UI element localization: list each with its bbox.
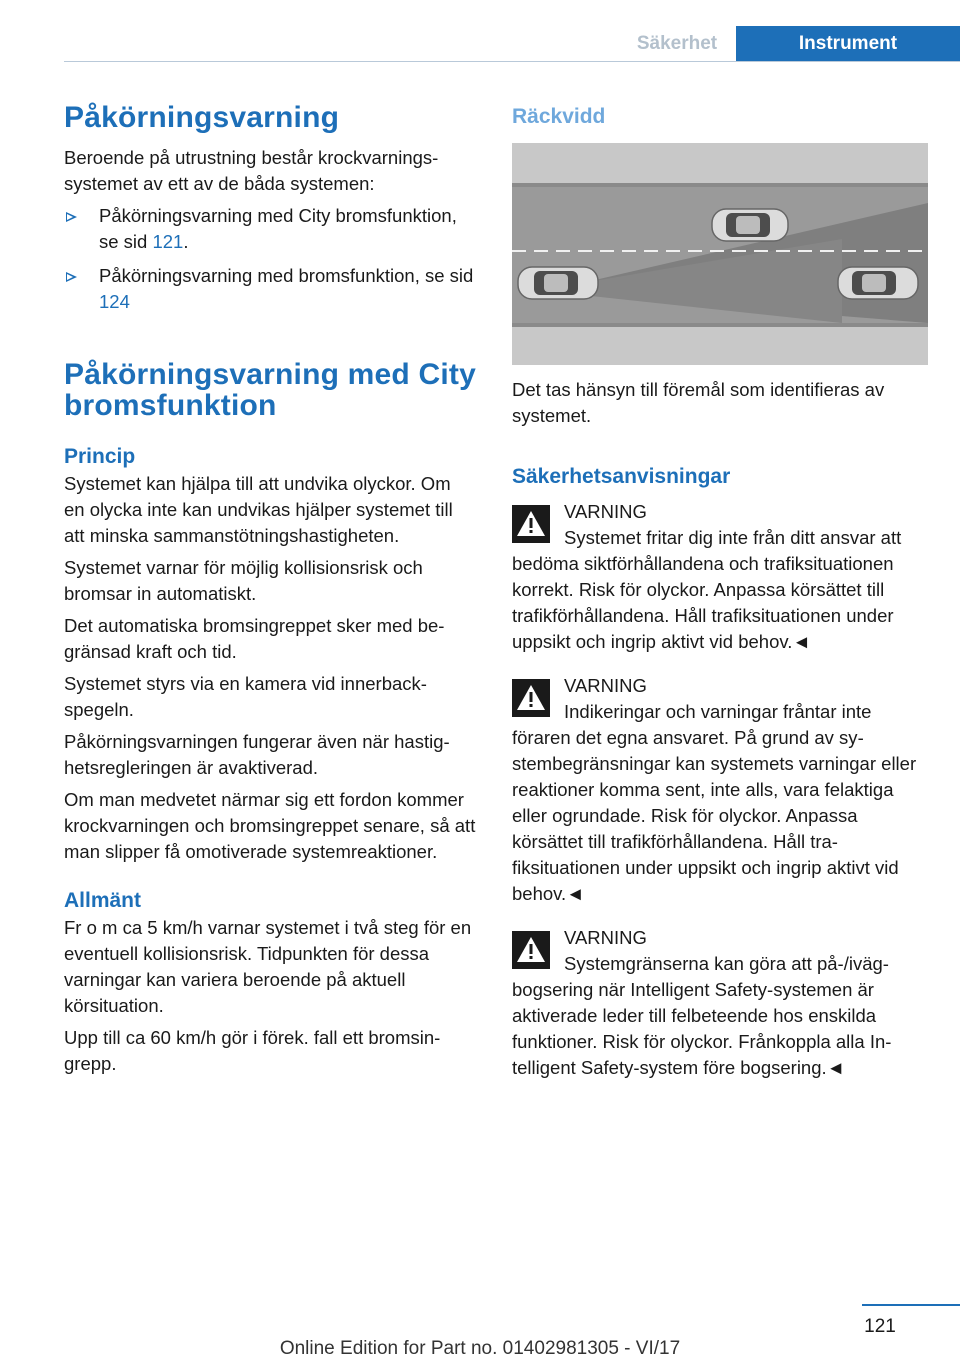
left-column: [64, 102, 476, 1077]
heading-collision-warning: Påkörningsvarning: [64, 101, 340, 134]
warning-text: Indikeringar och varningar fråntar inte föraren det egna ansvaret. På grund av systembegränsningar kan systemets varningar eller reaktioner komma sent, inte alls, vara felaktiga eller ogrundade. Risk för olyckor. Anpassa körsättet till trafikförhållandena. Håll trafiksituationen under uppsikt och ingrip aktivt vid behov.◄: [512, 701, 917, 904]
list-item-text: Påkörningsvarning med City bromsfunktion, se sid: [99, 205, 457, 252]
warning-triangle-icon: [512, 679, 550, 717]
general-paragraph: Fr o m ca 5 km/h varnar systemet i två steg för en eventuell kollisionsrisk. Tidpunkten för dessa varningar kan variera beroende på aktuell körsituation.: [64, 917, 472, 1016]
footer-divider: [862, 1304, 960, 1306]
principle-paragraph: Påkörningsvarningen fungerar även när hastighetsregleringen är avaktiverad.: [64, 731, 450, 778]
warning-triangle-icon: [512, 505, 550, 543]
triangle-bullet-icon: [66, 272, 77, 282]
list-item: [64, 263, 476, 315]
warning-title: VARNING: [564, 675, 647, 696]
intro-paragraph: Beroende på utrustning består krockvarningssystemet av ett av de båda systemen:: [64, 147, 439, 194]
warning-title: VARNING: [564, 501, 647, 522]
list-item-suffix: .: [183, 231, 189, 252]
edition-note: Online Edition for Part no. 01402981305 - VI/17: [279, 1338, 681, 1359]
car-own-left: [518, 267, 598, 299]
page-header: [0, 0, 960, 62]
heading-city-brake: Påkörningsvarning med City bromsfunktion: [64, 358, 476, 422]
principle-paragraph: Om man medvetet närmar sig ett fordon kommer krockvarningen och bromsingreppet senare, så att man slipper få omotiverade systemreaktioner.: [64, 789, 476, 862]
header-section-instrument[interactable]: Instrument: [736, 26, 960, 62]
warning-text: Systemgränserna kan göra att på-/ivägbogsering när Intelligent Safety-systemen är aktiverade leder till felbeteende hos enskilda funktioner. Risk för olyckor. Frånkoppla alla Intelligent Safety-system före bogsering.◄: [512, 953, 892, 1078]
warning-block: [512, 499, 928, 655]
figure-caption: Det tas hänsyn till föremål som identifieras av systemet.: [512, 379, 885, 426]
right-column: [512, 103, 928, 1081]
list-item: [64, 203, 476, 255]
principle-paragraph: Systemet kan hjälpa till att undvika olyckor. Om en olycka inte kan undvikas hjälper systemet till att minska sammanstötningshastigheten.: [64, 473, 453, 546]
triangle-bullet-icon: [66, 212, 77, 222]
warning-title: VARNING: [564, 927, 647, 948]
heading-safety-notes: Säkerhetsanvisningar: [512, 465, 731, 488]
header-section-safety[interactable]: Säkerhet: [636, 33, 718, 54]
car-ahead-center: [712, 209, 788, 241]
header-divider: [64, 61, 960, 62]
principle-paragraph: Det automatiska bromsingreppet sker med begränsad kraft och tid.: [64, 615, 445, 662]
car-ahead-right: [838, 267, 918, 299]
warning-text: Systemet fritar dig inte från ditt ansvar att bedöma siktförhållandena och trafiksituationen korrekt. Risk för olyckor. Anpassa körsättet till trafikförhållandena. Håll trafiksituationen under uppsikt och ingrip aktivt vid behov.◄: [512, 527, 902, 652]
heading-range: Räckvidd: [512, 105, 606, 128]
general-paragraph: Upp till ca 60 km/h gör i förek. fall ett bromsingrepp.: [64, 1027, 441, 1074]
page-link-121[interactable]: 121: [152, 231, 184, 252]
page-number: 121: [864, 1316, 896, 1337]
warning-block: [512, 925, 928, 1081]
list-item-text: Påkörningsvarning med bromsfunktion, se sid: [99, 265, 474, 286]
range-illustration: [512, 143, 928, 365]
page-link-124[interactable]: 124: [99, 291, 130, 312]
principle-paragraph: Systemet varnar för möjlig kollisionsrisk och bromsar in automatiskt.: [64, 557, 423, 604]
road-detection-illustration: [512, 143, 928, 365]
heading-principle: Princip: [64, 445, 136, 468]
warning-triangle-icon: [512, 931, 550, 969]
system-list: [64, 203, 476, 315]
warning-block: [512, 673, 928, 907]
heading-general: Allmänt: [64, 889, 142, 912]
principle-paragraph: Systemet styrs via en kamera vid innerbackspegeln.: [64, 673, 427, 720]
